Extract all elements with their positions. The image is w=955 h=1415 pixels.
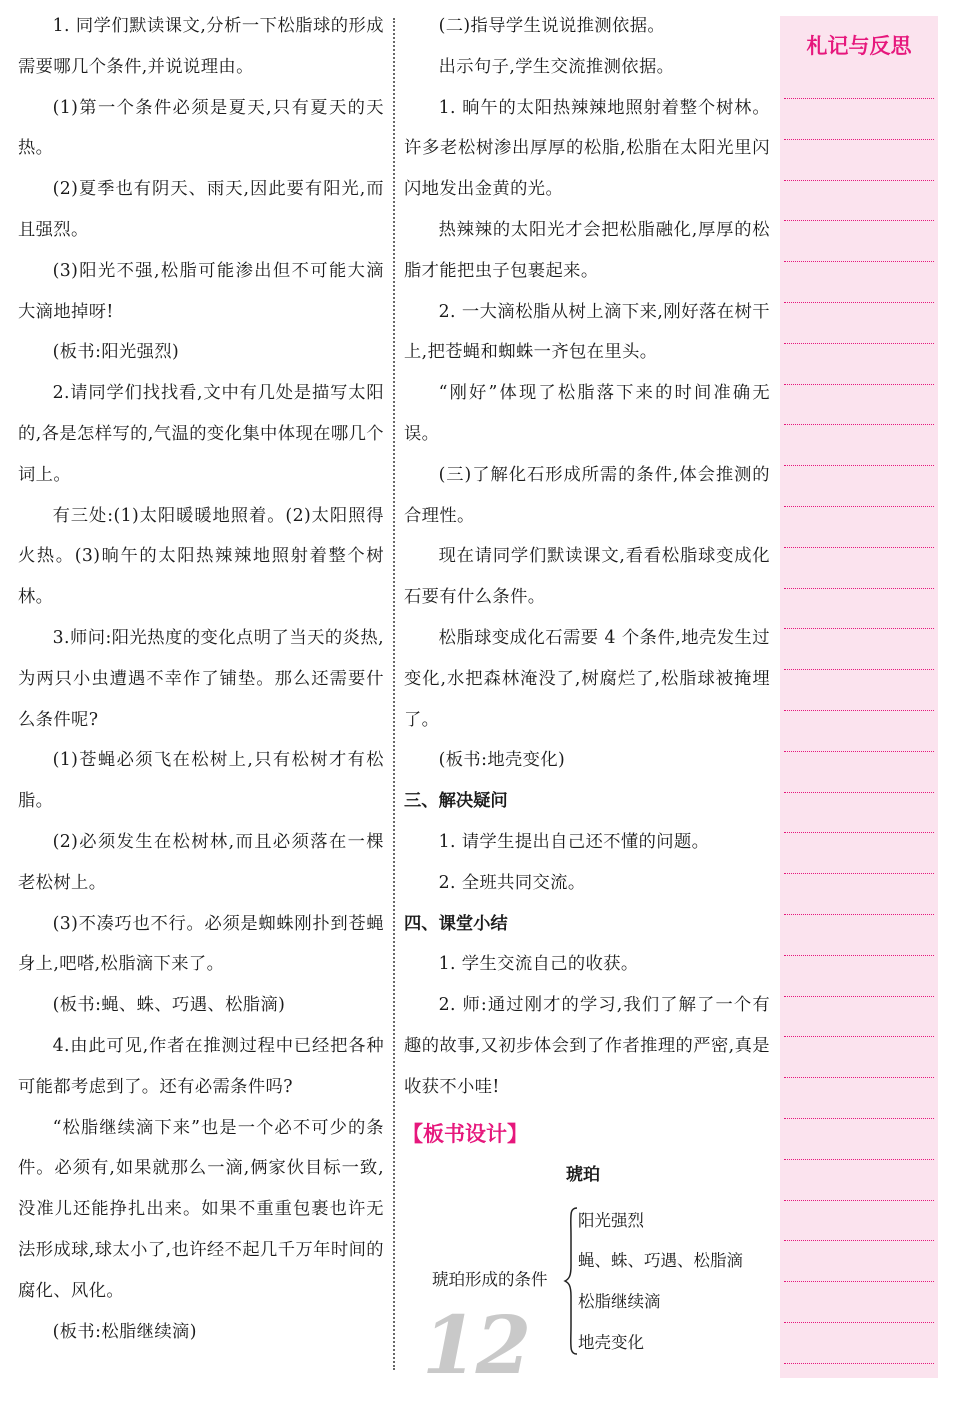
middle-paragraph: (板书:地壳变化) — [438, 750, 566, 771]
note-line — [784, 180, 934, 181]
left-paragraph: (3)阳光不强,松脂可能渗出但不可能大滴大滴地掉呀! — [18, 260, 384, 322]
note-line — [784, 832, 934, 833]
note-line — [784, 955, 934, 956]
middle-paragraph: 1. 请学生提出自己还不懂的问题。 — [438, 831, 710, 852]
middle-paragraph: 出示句子,学生交流推测依据。 — [438, 56, 675, 77]
note-line — [784, 996, 934, 997]
middle-paragraph: 1. 学生交流自己的收获。 — [438, 954, 639, 975]
left-paragraph: 有三处:(1)太阳暖暖地照着。(2)太阳照得火热。(3)晌午的太阳热辣辣地照射着整个树林。 — [18, 505, 384, 608]
note-line — [784, 261, 934, 262]
note-line — [784, 1077, 934, 1078]
board-branch-2: 蝇、蛛、巧遇、松脂滴 — [578, 1251, 743, 1270]
note-line — [784, 220, 934, 221]
left-paragraph: (1)第一个条件必须是夏天,只有夏天的天热。 — [18, 97, 384, 159]
note-line — [784, 1200, 934, 1201]
brace-icon — [563, 1206, 579, 1356]
note-line — [784, 1118, 934, 1119]
note-line — [784, 1363, 934, 1364]
board-branch-1: 阳光强烈 — [578, 1211, 644, 1230]
middle-paragraph: “刚好”体现了松脂落下来的时间准确无误。 — [404, 383, 770, 444]
note-line — [784, 302, 934, 303]
left-paragraph: (板书:松脂继续滴) — [52, 1321, 197, 1342]
note-line — [784, 343, 934, 344]
board-root-label: 琥珀形成的条件 — [432, 1270, 548, 1289]
board-title: 琥珀 — [566, 1165, 600, 1185]
note-line — [784, 1281, 934, 1282]
middle-paragraph: (二)指导学生说说推测依据。 — [438, 16, 666, 36]
middle-paragraph: 2. 一大滴松脂从树上滴下来,刚好落在树干上,把苍蝇和蜘蛛一齐包在里头。 — [404, 301, 770, 363]
note-line — [784, 506, 934, 507]
left-paragraph: (2)必须发生在松树林,而且必须落在一棵老松树上。 — [18, 831, 384, 893]
note-line — [784, 669, 934, 670]
left-paragraph: “松脂继续滴下来”也是一个必不可少的条件。必须有,如果就那么一滴,俩家伙目标一致,没准儿还能挣扎出来。如果不重重包裹也许无法形成球,球太小了,也许经不起几千万年时间的腐化、风化。 — [18, 1117, 384, 1301]
left-paragraph: 3.师问:阳光热度的变化点明了当天的炎热,为两只小虫遭遇不幸作了铺垫。那么还需要什么条件呢? — [18, 627, 384, 730]
middle-paragraph: (三)了解化石形成所需的条件,体会推测的合理性。 — [404, 464, 770, 526]
middle-section-heading: 三、解决疑问 — [404, 791, 508, 812]
board-branch-4: 地壳变化 — [578, 1333, 644, 1352]
note-line — [784, 465, 934, 466]
middle-paragraph: 2. 全班共同交流。 — [438, 872, 586, 893]
left-paragraph: 4.由此可见,作者在推测过程中已经把各种可能都考虑到了。还有必需条件吗? — [18, 1035, 384, 1097]
note-line — [784, 384, 934, 385]
left-text-column — [18, 6, 384, 1352]
sidebar-title: 札记与反思 — [806, 34, 912, 58]
left-paragraph: (2)夏季也有阴天、雨天,因此要有阳光,而且强烈。 — [18, 179, 384, 240]
middle-paragraph: 2. 师:通过刚才的学习,我们了解了一个有趣的故事,又初步体会到了作者推理的严密,真是收获不小哇! — [404, 995, 770, 1097]
middle-text-column — [404, 6, 770, 1108]
note-line — [784, 873, 934, 874]
note-line — [784, 424, 934, 425]
left-paragraph: (3)不凑巧也不行。必须是蜘蛛刚扑到苍蝇身上,吧嗒,松脂滴下来了。 — [18, 913, 384, 975]
middle-section-heading: 四、课堂小结 — [404, 913, 508, 934]
note-line — [784, 1322, 934, 1323]
page-number: 12 — [422, 1298, 530, 1392]
left-paragraph: 2.请同学们找找看,文中有几处是描写太阳的,各是怎样写的,气温的变化集中体现在哪几个词上。 — [18, 383, 384, 485]
note-line — [784, 710, 934, 711]
note-line — [784, 751, 934, 752]
note-line — [784, 1036, 934, 1037]
note-line — [784, 139, 934, 140]
note-line — [784, 1240, 934, 1241]
note-line — [784, 792, 934, 793]
board-design-label: 【板书设计】 — [402, 1122, 528, 1146]
middle-paragraph: 热辣辣的太阳光才会把松脂融化,厚厚的松脂才能把虫子包裹起来。 — [404, 219, 770, 281]
left-paragraph: 1. 同学们默读课文,分析一下松脂球的形成需要哪几个条件,并说说理由。 — [18, 16, 384, 77]
left-paragraph: (板书:阳光强烈) — [52, 342, 180, 363]
note-line — [784, 588, 934, 589]
note-line — [784, 98, 934, 99]
note-line — [784, 914, 934, 915]
note-line — [784, 547, 934, 548]
middle-paragraph: 现在请同学们默读课文,看看松脂球变成化石要有什么条件。 — [404, 546, 770, 608]
middle-paragraph: 1. 晌午的太阳热辣辣地照射着整个树林。许多老松树渗出厚厚的松脂,松脂在太阳光里闪闪地发出金黄的光。 — [404, 97, 770, 200]
board-branch-3: 松脂继续滴 — [578, 1292, 661, 1311]
middle-paragraph: 松脂球变成化石需要 4 个条件,地壳发生过变化,水把森林淹没了,树腐烂了,松脂球被掩埋了。 — [404, 627, 770, 730]
notes-sidebar — [780, 16, 938, 1378]
note-line — [784, 1159, 934, 1160]
note-line — [784, 628, 934, 629]
left-paragraph: (1)苍蝇必须飞在松树上,只有松树才有松脂。 — [18, 750, 384, 812]
left-paragraph: (板书:蝇、蛛、巧遇、松脂滴) — [52, 995, 286, 1016]
column-divider — [393, 18, 395, 1370]
